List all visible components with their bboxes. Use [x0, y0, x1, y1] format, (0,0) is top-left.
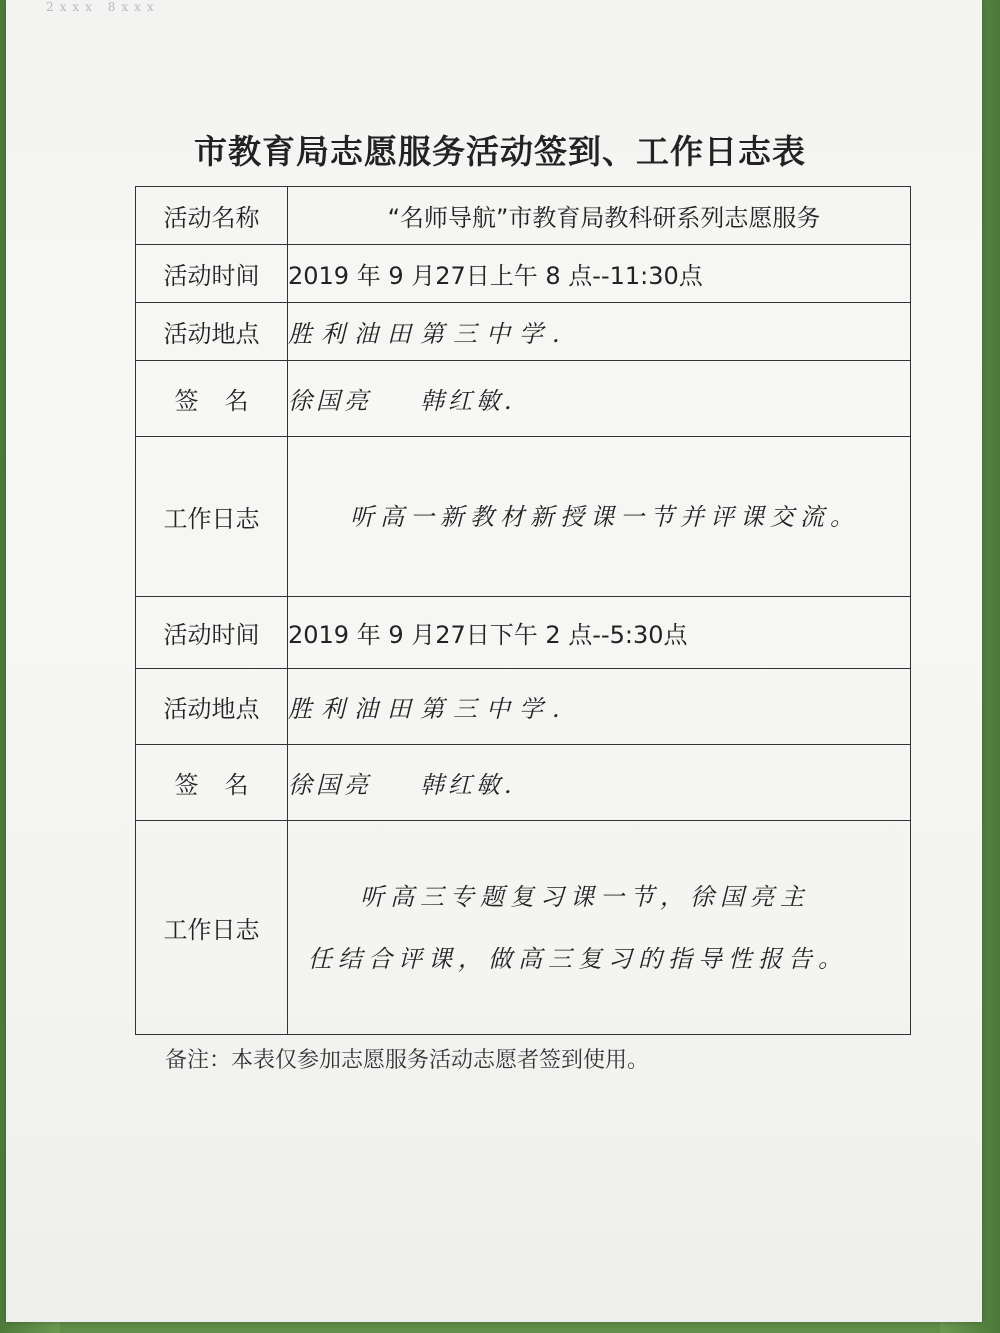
activity-name-label: 活动名称 — [136, 187, 288, 245]
row-time-afternoon — [136, 597, 911, 669]
row-log-morning — [136, 437, 911, 597]
row-activity-name — [136, 187, 911, 245]
signatures-morning — [288, 361, 911, 437]
sign-label — [136, 745, 288, 821]
sign-label-text: 签名 — [174, 387, 275, 415]
time-value-morning: 2019 年 9 月27日上午 8 点--11:30点 — [288, 245, 911, 303]
log-label: 工作日志 — [136, 437, 288, 597]
row-time-morning — [136, 245, 911, 303]
row-place-afternoon — [136, 669, 911, 745]
log-line: 听高一新教材新授课一节并评课交流。 — [350, 502, 860, 531]
row-log-afternoon — [136, 821, 911, 1035]
place-value-morning: 胜利油田第三中学. — [288, 303, 911, 361]
signature-1: 徐国亮 — [288, 771, 372, 799]
bleed-through-text: 2xxx 8xxx — [46, 0, 160, 14]
signature-1: 徐国亮 — [288, 387, 372, 415]
activity-name-value — [288, 187, 911, 245]
time-label: 活动时间 — [136, 245, 288, 303]
remark-note: 备注：本表仅参加志愿服务活动志愿者签到使用。 — [165, 1048, 650, 1073]
log-label: 工作日志 — [136, 821, 288, 1035]
time-value-afternoon: 2019 年 9 月27日下午 2 点--5:30点 — [288, 597, 911, 669]
form-title: 市教育局志愿服务活动签到、工作日志表 — [194, 132, 806, 171]
place-value-afternoon: 胜利油田第三中学. — [288, 669, 911, 745]
time-label: 活动时间 — [136, 597, 288, 669]
activity-name-text: “名师导航”市教育局教科研系列志愿服务 — [387, 204, 821, 232]
signature-2: 韩红敏. — [420, 771, 516, 799]
row-sign-afternoon — [136, 745, 911, 821]
signin-log-table — [135, 186, 911, 1035]
signature-2: 韩红敏. — [420, 387, 516, 415]
log-value-afternoon — [288, 821, 911, 1035]
sign-label — [136, 361, 288, 437]
row-sign-morning — [136, 361, 911, 437]
log-line: 任结合评课，做高三复习的指导性报告。 — [308, 944, 848, 973]
place-label: 活动地点 — [136, 669, 288, 745]
signatures-afternoon — [288, 745, 911, 821]
row-place-morning — [136, 303, 911, 361]
log-line: 听高三专题复习课一节，徐国亮主 — [360, 882, 810, 911]
sign-label-text: 签名 — [174, 771, 275, 799]
log-value-morning — [288, 437, 911, 597]
place-label: 活动地点 — [136, 303, 288, 361]
